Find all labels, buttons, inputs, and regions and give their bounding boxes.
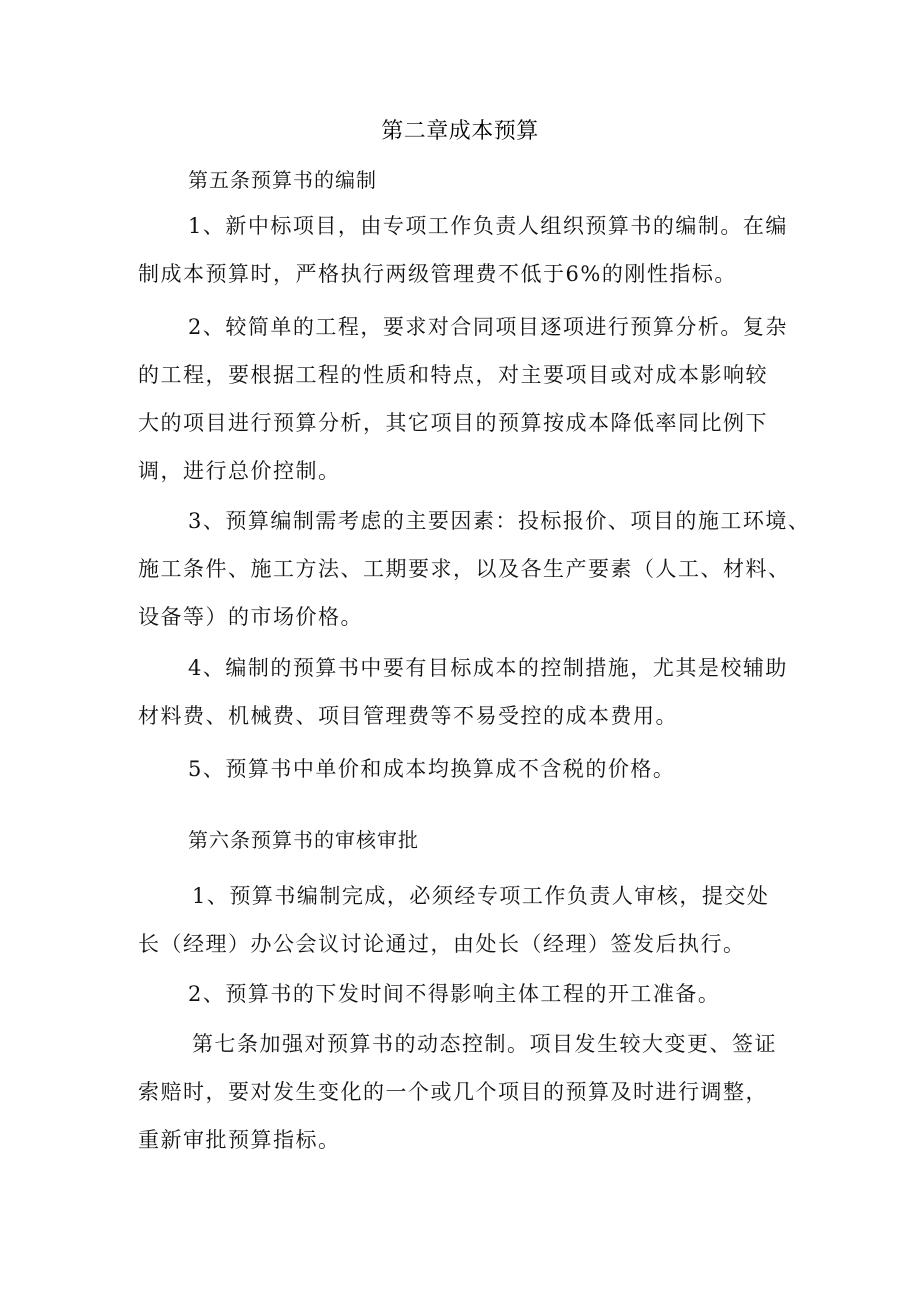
article-6-item-2-line-1: 2、预算书的下发时间不得影响主体工程的开工准备。 — [188, 982, 721, 1006]
article-7-line-2: 索赔时，要对发生变化的一个或几个项目的预算及时进行调整， — [138, 1080, 768, 1104]
article-5-item-2-line-4: 调，进行总价控制。 — [138, 459, 341, 483]
article-5-item-4-line-2: 材料费、机械费、项目管理费等不易受控的成本费用。 — [138, 704, 678, 728]
article-5-item-2-line-3: 大的项目进行预算分析，其它项目的预算按成本降低率同比例下 — [138, 411, 768, 435]
article-5-item-1-line-1: 1、新中标项目，由专项工作负责人组织预算书的编制。在编 — [188, 214, 788, 238]
article-5-item-2-line-1: 2、较简单的工程，要求对合同项目逐项进行预算分析。复杂 — [188, 315, 788, 339]
article-5-item-5-line-1: 5、预算书中单价和成本均换算成不含税的价格。 — [188, 757, 676, 781]
article-6-item-1-line-1: 1、预算书编制完成，必须经专项工作负责人审核，提交处 — [192, 884, 770, 908]
article-5-item-3-line-1: 3、预算编制需考虑的主要因素：投标报价、项目的施工环境、 — [188, 509, 811, 533]
article-5-item-4-line-1: 4、编制的预算书中要有目标成本的控制措施，尤其是校辅助 — [188, 656, 788, 680]
article-7-line-1: 第七条加强对预算书的动态控制。项目发生较大变更、签证 — [192, 1032, 777, 1056]
article-5-item-3-line-2: 施工条件、施工方法、工期要求，以及各生产要素（人工、材料、 — [138, 557, 791, 581]
article-5-item-1-line-2: 制成本预算时，严格执行两级管理费不低于6%的刚性指标。 — [138, 262, 737, 286]
article-6-item-1-line-2: 长（经理）办公会议讨论通过，由处长（经理）签发后执行。 — [138, 932, 746, 956]
article-5-item-2-line-2: 的工程，要根据工程的性质和特点，对主要项目或对成本影响较 — [138, 363, 768, 387]
chapter-title: 第二章成本预算 — [381, 119, 539, 144]
article-5-heading: 第五条预算书的编制 — [188, 168, 377, 192]
article-5-item-3-line-3: 设备等）的市场价格。 — [138, 605, 363, 629]
article-7-line-3: 重新审批预算指标。 — [138, 1128, 341, 1152]
article-6-heading: 第六条预算书的审核审批 — [188, 828, 419, 852]
